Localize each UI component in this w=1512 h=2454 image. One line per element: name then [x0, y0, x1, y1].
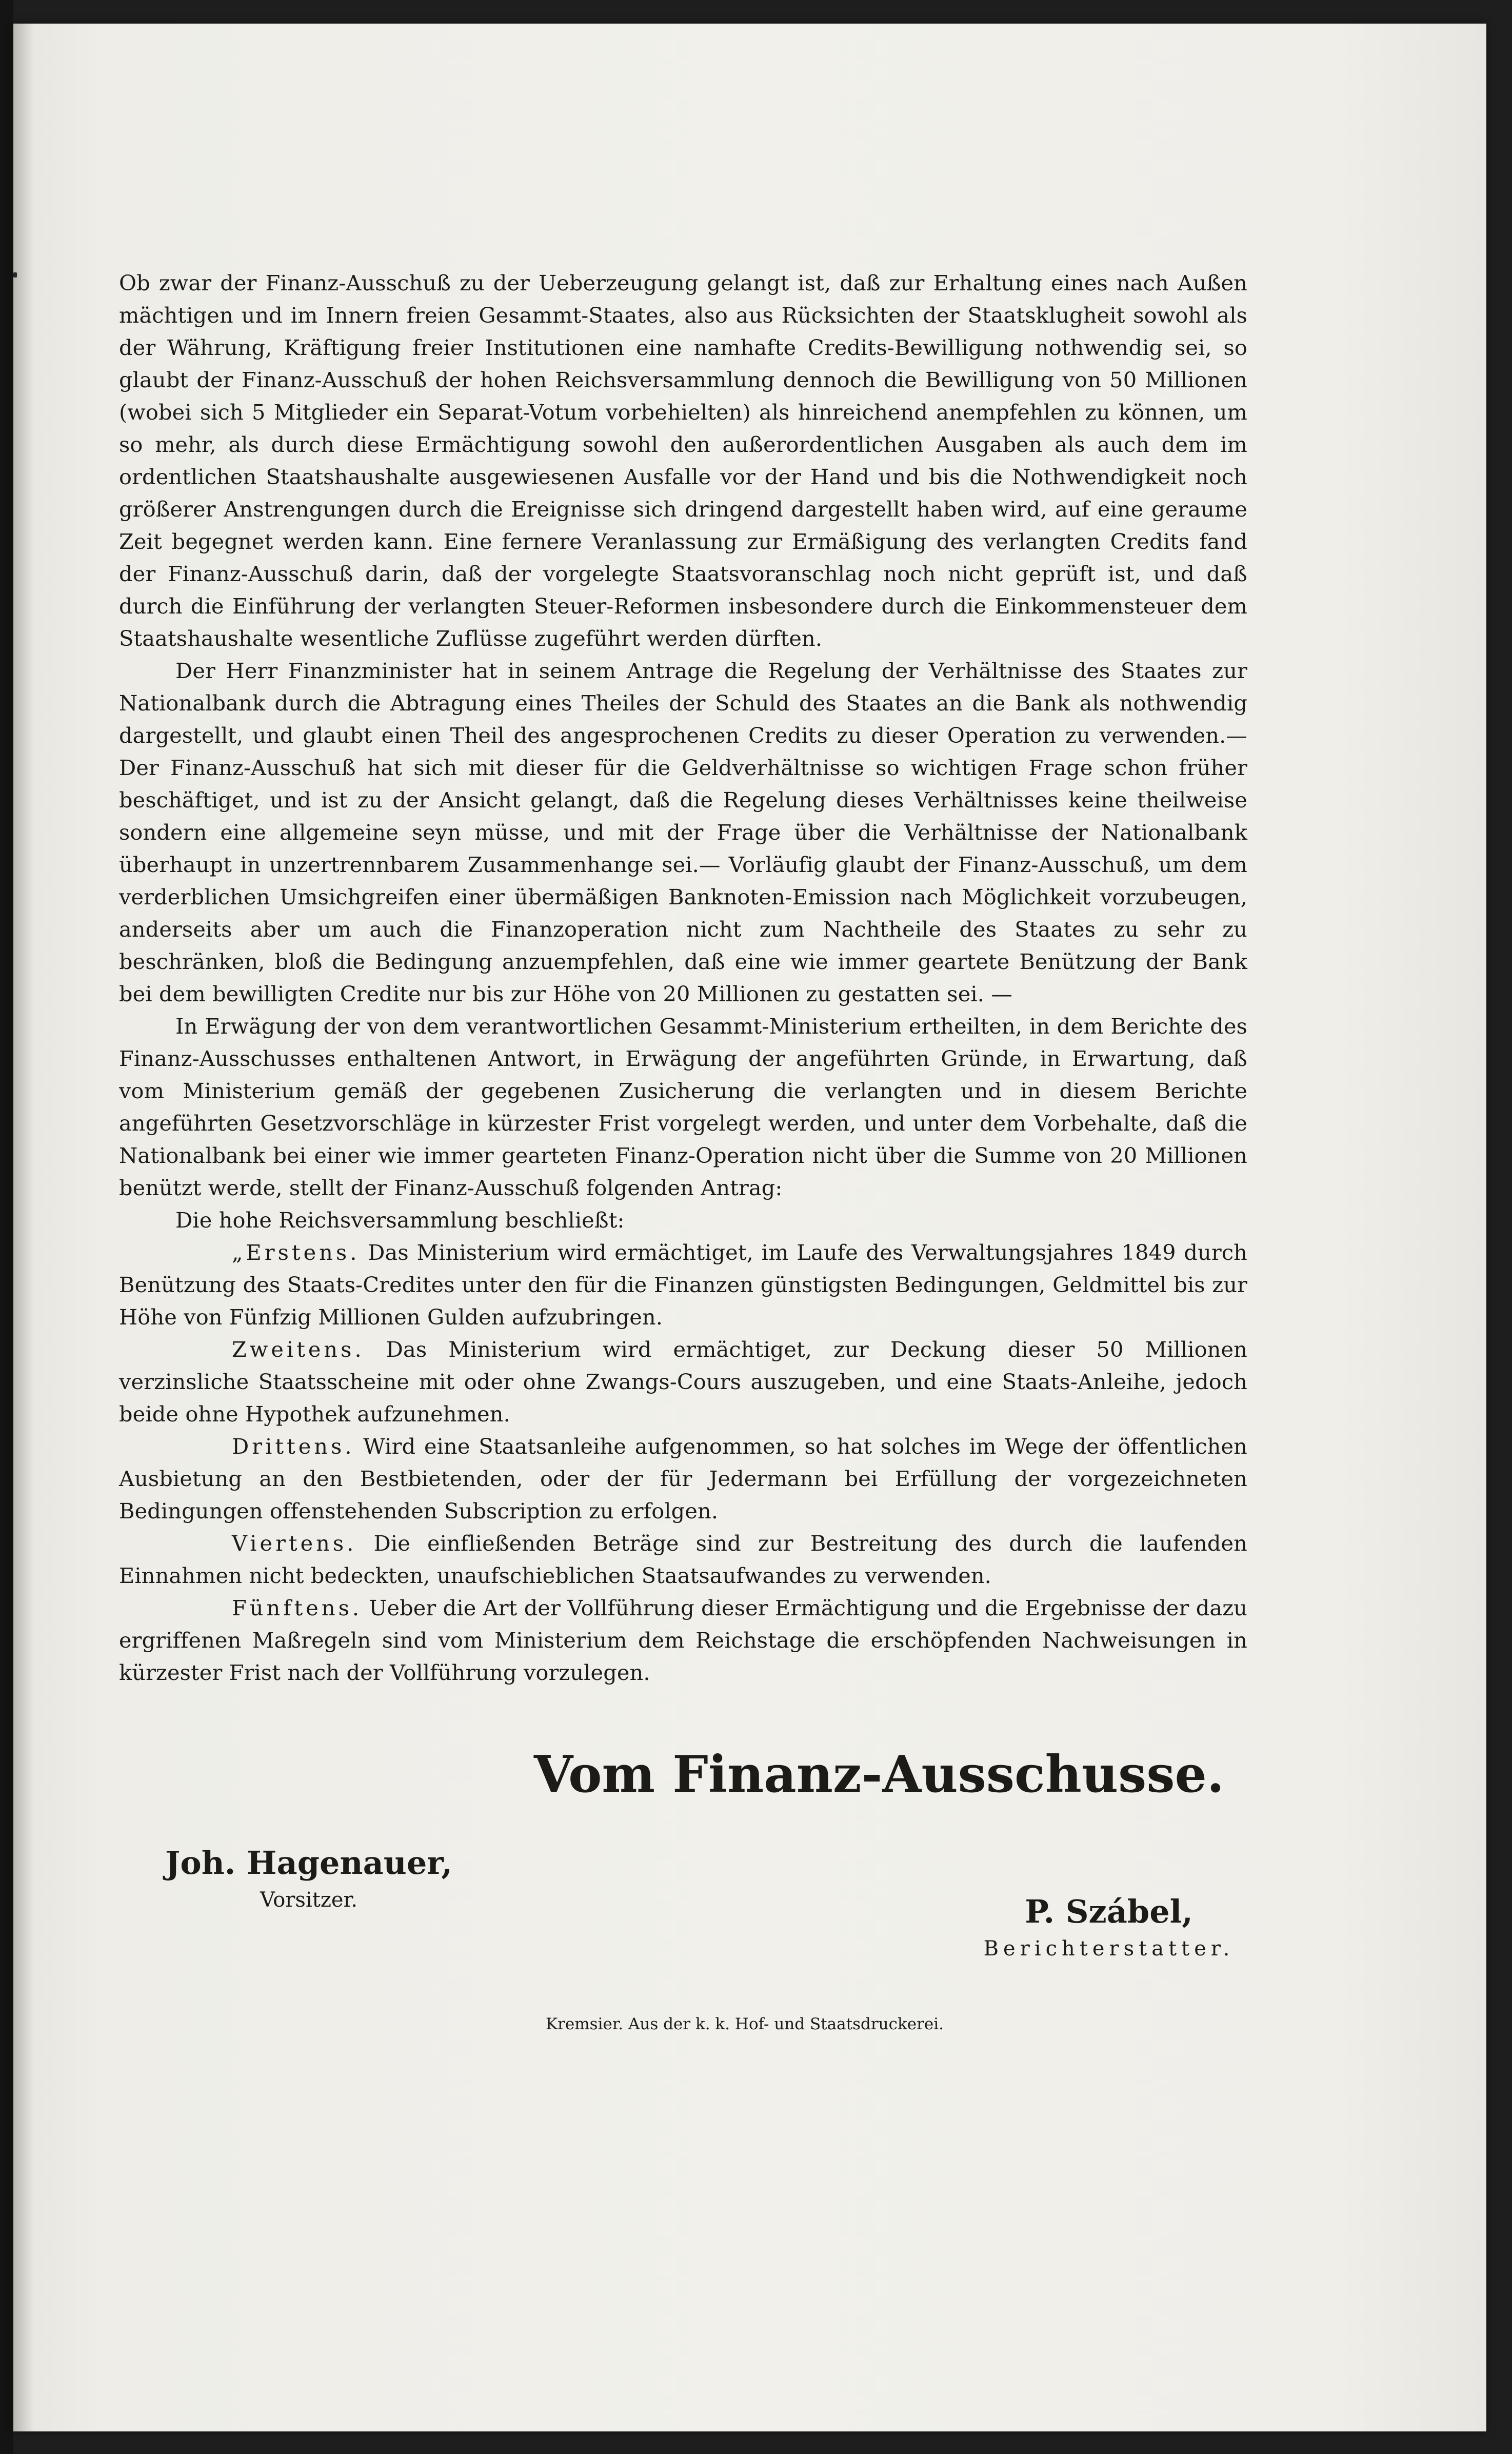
point-label: Fünftens.	[232, 1595, 363, 1620]
point-text: Wird eine Staatsanleihe aufgenommen, so hat solches im Wege der öffentlichen Ausbietung an den Bestbietenden, oder der für Jedermann bei Erfüllung der vorgezeichneten Bedingungen offenstehenden Subscription zu erfolgen.	[119, 1434, 1247, 1523]
point-text: Die einfließenden Beträge sind zur Bestreitung des durch die laufenden Einnahmen nicht bedeckten, unaufschieblichen Staatsaufwandes zu verwenden.	[119, 1531, 1247, 1588]
signature-block	[119, 1843, 1247, 2002]
paragraph-credit-reduction: Ob zwar der Finanz-Ausschuß zu der Ueberzeugung gelangt ist, daß zur Erhaltung eines nach Außen mächtigen und im Innern freien Gesammt-Staates, also aus Rücksichten der Staatsklugheit sowohl als der Währung, Kräftigung freier Institutionen eine namhafte Credits-Bewilligung nothwendig sei, so glaubt der Finanz-Ausschuß der hohen Reichsversammlung dennoch die Bewilligung von 50 Millionen (wobei sich 5 Mitglieder ein Separat-Votum vorbehielten) als hinreichend anempfehlen zu können, um so mehr, als durch diese Ermächtigung sowohl den außerordentlichen Ausgaben als auch dem im ordentlichen Staatshaushalte ausgewiesenen Ausfalle vor der Hand und bis die Nothwendigkeit noch größerer Anstrengungen durch die Ereignisse sich dringend dargestellt haben wird, auf eine geraume Zeit begegnet werden kann. Eine fernere Veranlassung zur Ermäßigung des verlangten Credits fand der Finanz-Ausschuß darin, daß der vorgelegte Staatsvoranschlag noch nicht geprüft ist, und daß durch die Einführung der verlangten Steuer-Reformen insbesondere durch die Einkommensteuer dem Staatshaushalte wesentliche Zuflüsse zugeführt werden dürften.	[119, 270, 1247, 651]
point-text: Ueber die Art der Vollführung dieser Ermächtigung und die Ergebnisse der dazu ergriffenen Maßregeln sind vom Ministerium dem Reichstage die erschöpfenden Nachweisungen in kürzester Frist nach der Vollführung vorzulegen.	[119, 1595, 1247, 1685]
binding-gutter	[13, 24, 34, 2431]
resolution-point-3	[119, 1430, 1247, 1527]
reporter-name: P. Szábel,	[1025, 1893, 1193, 1930]
chair-signature	[165, 1843, 452, 1914]
point-text: Das Ministerium wird ermächtiget, im Laufe des Verwaltungsjahres 1849 durch Benützung des Staats-Credites unter den für die Finanzen günstigsten Bedingungen, Geldmittel bis zur Höhe von Fünfzig Millionen Gulden aufzubringen.	[119, 1240, 1247, 1330]
point-label: Zweitens.	[232, 1337, 365, 1362]
paragraph-nationalbank: Der Herr Finanzminister hat in seinem Antrage die Regelung der Verhältnisse des Staates zur Nationalbank durch die Abtragung eines Theiles der Schuld des Staates an die Bank als nothwendig dargestellt, und glaubt einen Theil des angesprochenen Credits zu dieser Operation zu verwenden.— Der Finanz-Ausschuß hat sich mit dieser für die Geldverhältnisse so wichtigen Frage schon früher beschäftiget, und ist zu der Ansicht gelangt, daß die Regelung dieses Verhältnisses keine theilweise sondern eine allgemeine seyn müsse, und mit der Frage über die Verhältnisse der Nationalbank überhaupt in unzertrennbarem Zusammenhange sei.— Vorläufig glaubt der Finanz-Ausschuß, um dem verderblichen Umsichgreifen einer übermäßigen Banknoten-Emission nach Möglichkeit vorzubeugen, anderseits aber um auch die Finanzoperation nicht zum Nachtheile des Staates zu sehr zu beschränken, bloß die Bedingung anzuempfehlen, daß eine wie immer geartete Benützung der Bank bei dem bewilligten Credite nur bis zur Höhe von 20 Millionen zu gestatten sei. —	[119, 658, 1247, 1006]
point-label: „Erstens.	[232, 1240, 360, 1265]
resolution-point-2	[119, 1333, 1247, 1430]
point-label: Drittens.	[232, 1434, 355, 1459]
body-text	[119, 267, 1247, 1689]
committee-heading: Vom Finanz-Ausschusse.	[534, 1745, 1224, 1804]
reporter-signature	[970, 1891, 1247, 1963]
chair-name: Joh. Hagenauer,	[165, 1844, 452, 1882]
paragraph-resolution: Die hohe Reichsversammlung beschließt:	[175, 1208, 625, 1233]
scanner-bed-edge	[0, 0, 13, 2454]
resolution-point-1	[119, 1236, 1247, 1333]
margin-mark	[13, 272, 17, 278]
point-label: Viertens.	[232, 1531, 357, 1556]
paragraph-motion: In Erwägung der von dem verantwortlichen Gesammt-Ministerium ertheilten, in dem Berichte des Finanz-Ausschusses enthaltenen Antwort, in Erwägung der angeführten Gründe, in Erwartung, daß vom Ministerium gemäß der gegebenen Zusicherung die verlangten und in diesem Berichte angeführten Gesetzvorschläge in kürzester Frist vorgelegt werden, und unter dem Vorbehalte, daß die Nationalbank bei einer wie immer gearteten Finanz-Operation nicht über die Summe von 20 Millionen benützt werde, stellt der Finanz-Ausschuß folgenden Antrag:	[119, 1014, 1247, 1200]
printer-imprint: Kremsier. Aus der k. k. Hof- und Staatsdruckerei.	[545, 2015, 944, 2033]
resolution-point-5	[119, 1592, 1247, 1689]
chair-role: Vorsitzer.	[260, 1888, 357, 1912]
point-text: Das Ministerium wird ermächtiget, zur Deckung dieser 50 Millionen verzinsliche Staatsscheine mit oder ohne Zwangs-Cours auszugeben, und eine Staats-Anleihe, jedoch beide ohne Hypothek aufzunehmen.	[119, 1337, 1247, 1427]
printed-text-block	[119, 267, 1247, 2035]
reporter-role: Berichterstatter.	[983, 1937, 1235, 1961]
resolution-point-4	[119, 1527, 1247, 1592]
